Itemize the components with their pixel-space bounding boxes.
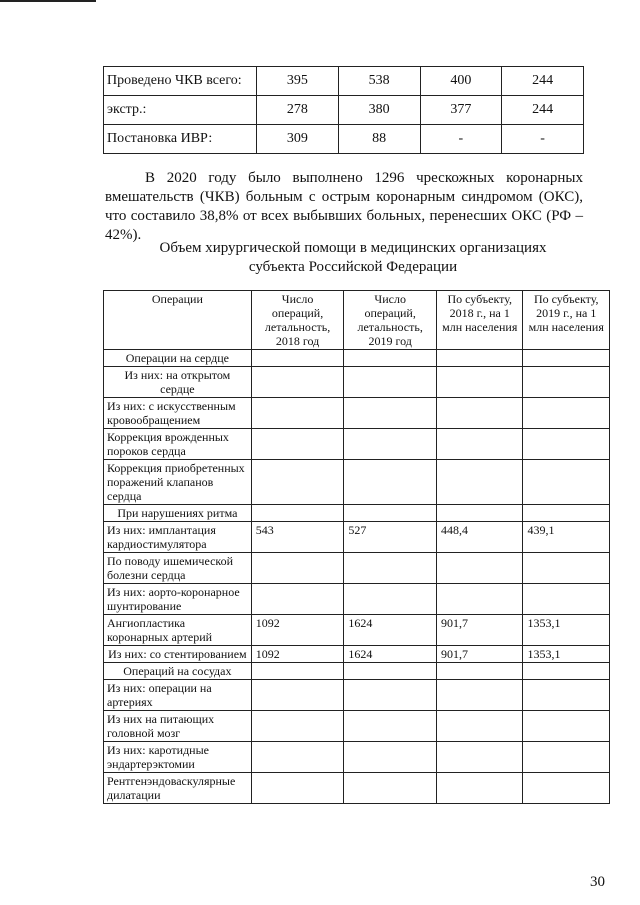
table-row bbox=[104, 350, 610, 367]
value-cell bbox=[344, 429, 437, 460]
value-cell bbox=[523, 505, 610, 522]
value-cell: 543 bbox=[251, 522, 344, 553]
table-row bbox=[104, 522, 610, 553]
table-row bbox=[104, 646, 610, 663]
value-cell bbox=[436, 505, 522, 522]
value-cell: 1624 bbox=[344, 615, 437, 646]
summary-cell: - bbox=[502, 125, 584, 154]
value-cell bbox=[523, 398, 610, 429]
summary-cell: 244 bbox=[502, 67, 584, 96]
value-cell bbox=[344, 663, 437, 680]
table-row bbox=[104, 367, 610, 398]
operation-label: Рентгенэндоваскулярные дилатации bbox=[104, 773, 252, 804]
column-header: Число операций, летальность, 2019 год bbox=[344, 291, 437, 350]
summary-cell: 395 bbox=[257, 67, 339, 96]
summary-cell: 309 bbox=[257, 125, 339, 154]
value-cell: 527 bbox=[344, 522, 437, 553]
value-cell: 1353,1 bbox=[523, 646, 610, 663]
value-cell bbox=[523, 584, 610, 615]
value-cell bbox=[436, 367, 522, 398]
summary-cell: 400 bbox=[420, 67, 502, 96]
value-cell bbox=[251, 367, 344, 398]
value-cell bbox=[251, 398, 344, 429]
body-paragraph bbox=[105, 169, 583, 245]
table-row bbox=[104, 553, 610, 584]
value-cell bbox=[251, 460, 344, 505]
value-cell: 1092 bbox=[251, 615, 344, 646]
value-cell bbox=[436, 773, 522, 804]
summary-row bbox=[104, 125, 584, 154]
value-cell bbox=[344, 460, 437, 505]
value-cell bbox=[251, 429, 344, 460]
column-header: Число операций, летальность, 2018 год bbox=[251, 291, 344, 350]
column-header: По субъекту, 2018 г., на 1 млн населения bbox=[436, 291, 522, 350]
value-cell bbox=[251, 505, 344, 522]
summary-row-label: Проведено ЧКВ всего: bbox=[104, 67, 257, 96]
operation-label: Операции на сердце bbox=[104, 350, 252, 367]
value-cell bbox=[344, 553, 437, 584]
value-cell bbox=[436, 711, 522, 742]
table-row bbox=[104, 615, 610, 646]
operation-label: Коррекция врожденных пороков сердца bbox=[104, 429, 252, 460]
value-cell bbox=[344, 773, 437, 804]
value-cell bbox=[523, 773, 610, 804]
summary-cell: - bbox=[420, 125, 502, 154]
operation-label: Ангиопластика коронарных артерий bbox=[104, 615, 252, 646]
value-cell bbox=[344, 350, 437, 367]
surgery-volume-table bbox=[103, 290, 610, 804]
table-row bbox=[104, 584, 610, 615]
summary-row-label: Постановка ИВР: bbox=[104, 125, 257, 154]
value-cell bbox=[523, 429, 610, 460]
value-cell bbox=[251, 773, 344, 804]
table-row bbox=[104, 773, 610, 804]
value-cell bbox=[523, 460, 610, 505]
value-cell bbox=[436, 398, 522, 429]
operation-label: По поводу ишемической болезни сердца bbox=[104, 553, 252, 584]
value-cell bbox=[251, 742, 344, 773]
operation-label: Из них: имплантация кардиостимулятора bbox=[104, 522, 252, 553]
value-cell bbox=[436, 553, 522, 584]
value-cell bbox=[436, 584, 522, 615]
value-cell bbox=[344, 584, 437, 615]
value-cell bbox=[344, 367, 437, 398]
operation-label: Из них: аорто-коронарное шунтирование bbox=[104, 584, 252, 615]
value-cell bbox=[344, 742, 437, 773]
value-cell bbox=[344, 680, 437, 711]
value-cell bbox=[251, 350, 344, 367]
value-cell: 439,1 bbox=[523, 522, 610, 553]
table-row bbox=[104, 711, 610, 742]
summary-cell: 88 bbox=[338, 125, 420, 154]
value-cell bbox=[344, 711, 437, 742]
value-cell: 448,4 bbox=[436, 522, 522, 553]
page-number: 30 bbox=[590, 874, 605, 890]
value-cell: 901,7 bbox=[436, 646, 522, 663]
value-cell: 901,7 bbox=[436, 615, 522, 646]
value-cell bbox=[251, 584, 344, 615]
summary-row-label: экстр.: bbox=[104, 96, 257, 125]
value-cell bbox=[436, 429, 522, 460]
value-cell: 1624 bbox=[344, 646, 437, 663]
value-cell bbox=[344, 398, 437, 429]
value-cell bbox=[523, 680, 610, 711]
summary-cell: 380 bbox=[338, 96, 420, 125]
value-cell bbox=[523, 742, 610, 773]
operation-label: Из них: каротидные эндартерэктомии bbox=[104, 742, 252, 773]
value-cell bbox=[251, 553, 344, 584]
value-cell bbox=[344, 505, 437, 522]
operation-label: Из них: со стентированием bbox=[104, 646, 252, 663]
table-row bbox=[104, 429, 610, 460]
value-cell bbox=[436, 460, 522, 505]
value-cell bbox=[523, 553, 610, 584]
value-cell: 1353,1 bbox=[523, 615, 610, 646]
scan-edge-mark bbox=[0, 0, 96, 2]
table-row bbox=[104, 460, 610, 505]
table-caption: Объем хирургической помощи в медицинских организациях субъекта Российской Федерации bbox=[159, 240, 547, 275]
value-cell bbox=[251, 680, 344, 711]
operation-label: Из них: на открытом сердце bbox=[104, 367, 252, 398]
column-header: По субъекту, 2019 г., на 1 млн населения bbox=[523, 291, 610, 350]
summary-cell: 278 bbox=[257, 96, 339, 125]
operation-label: Из них: с искусственным кровообращением bbox=[104, 398, 252, 429]
table-header-row bbox=[104, 291, 610, 350]
summary-row bbox=[104, 67, 584, 96]
column-header: Операции bbox=[104, 291, 252, 350]
value-cell: 1092 bbox=[251, 646, 344, 663]
value-cell bbox=[251, 711, 344, 742]
value-cell bbox=[436, 663, 522, 680]
table-row bbox=[104, 398, 610, 429]
operation-label: Из них на питающих головной мозг bbox=[104, 711, 252, 742]
value-cell bbox=[523, 350, 610, 367]
table-row bbox=[104, 742, 610, 773]
paragraph-text: В 2020 году было выполнено 1296 чрескожных коронарных вмешательств (ЧКВ) больным с острым коронарным синдромом (ОКС), что составило 38,8% от всех выбывших больных, перенесших ОКС (РФ – 42%). bbox=[105, 170, 583, 243]
operation-label: Из них: операции на артериях bbox=[104, 680, 252, 711]
operation-label: Коррекция приобретенных поражений клапанов сердца bbox=[104, 460, 252, 505]
table-row bbox=[104, 505, 610, 522]
summary-cell: 244 bbox=[502, 96, 584, 125]
table-row bbox=[104, 680, 610, 711]
value-cell bbox=[436, 680, 522, 711]
value-cell bbox=[436, 742, 522, 773]
value-cell bbox=[523, 367, 610, 398]
value-cell bbox=[251, 663, 344, 680]
operation-label: Операций на сосудах bbox=[104, 663, 252, 680]
value-cell bbox=[523, 711, 610, 742]
summary-cell: 377 bbox=[420, 96, 502, 125]
value-cell bbox=[436, 350, 522, 367]
value-cell bbox=[523, 663, 610, 680]
summary-cell: 538 bbox=[338, 67, 420, 96]
table-row bbox=[104, 663, 610, 680]
summary-row bbox=[104, 96, 584, 125]
operation-label: При нарушениях ритма bbox=[104, 505, 252, 522]
summary-table bbox=[103, 66, 584, 154]
